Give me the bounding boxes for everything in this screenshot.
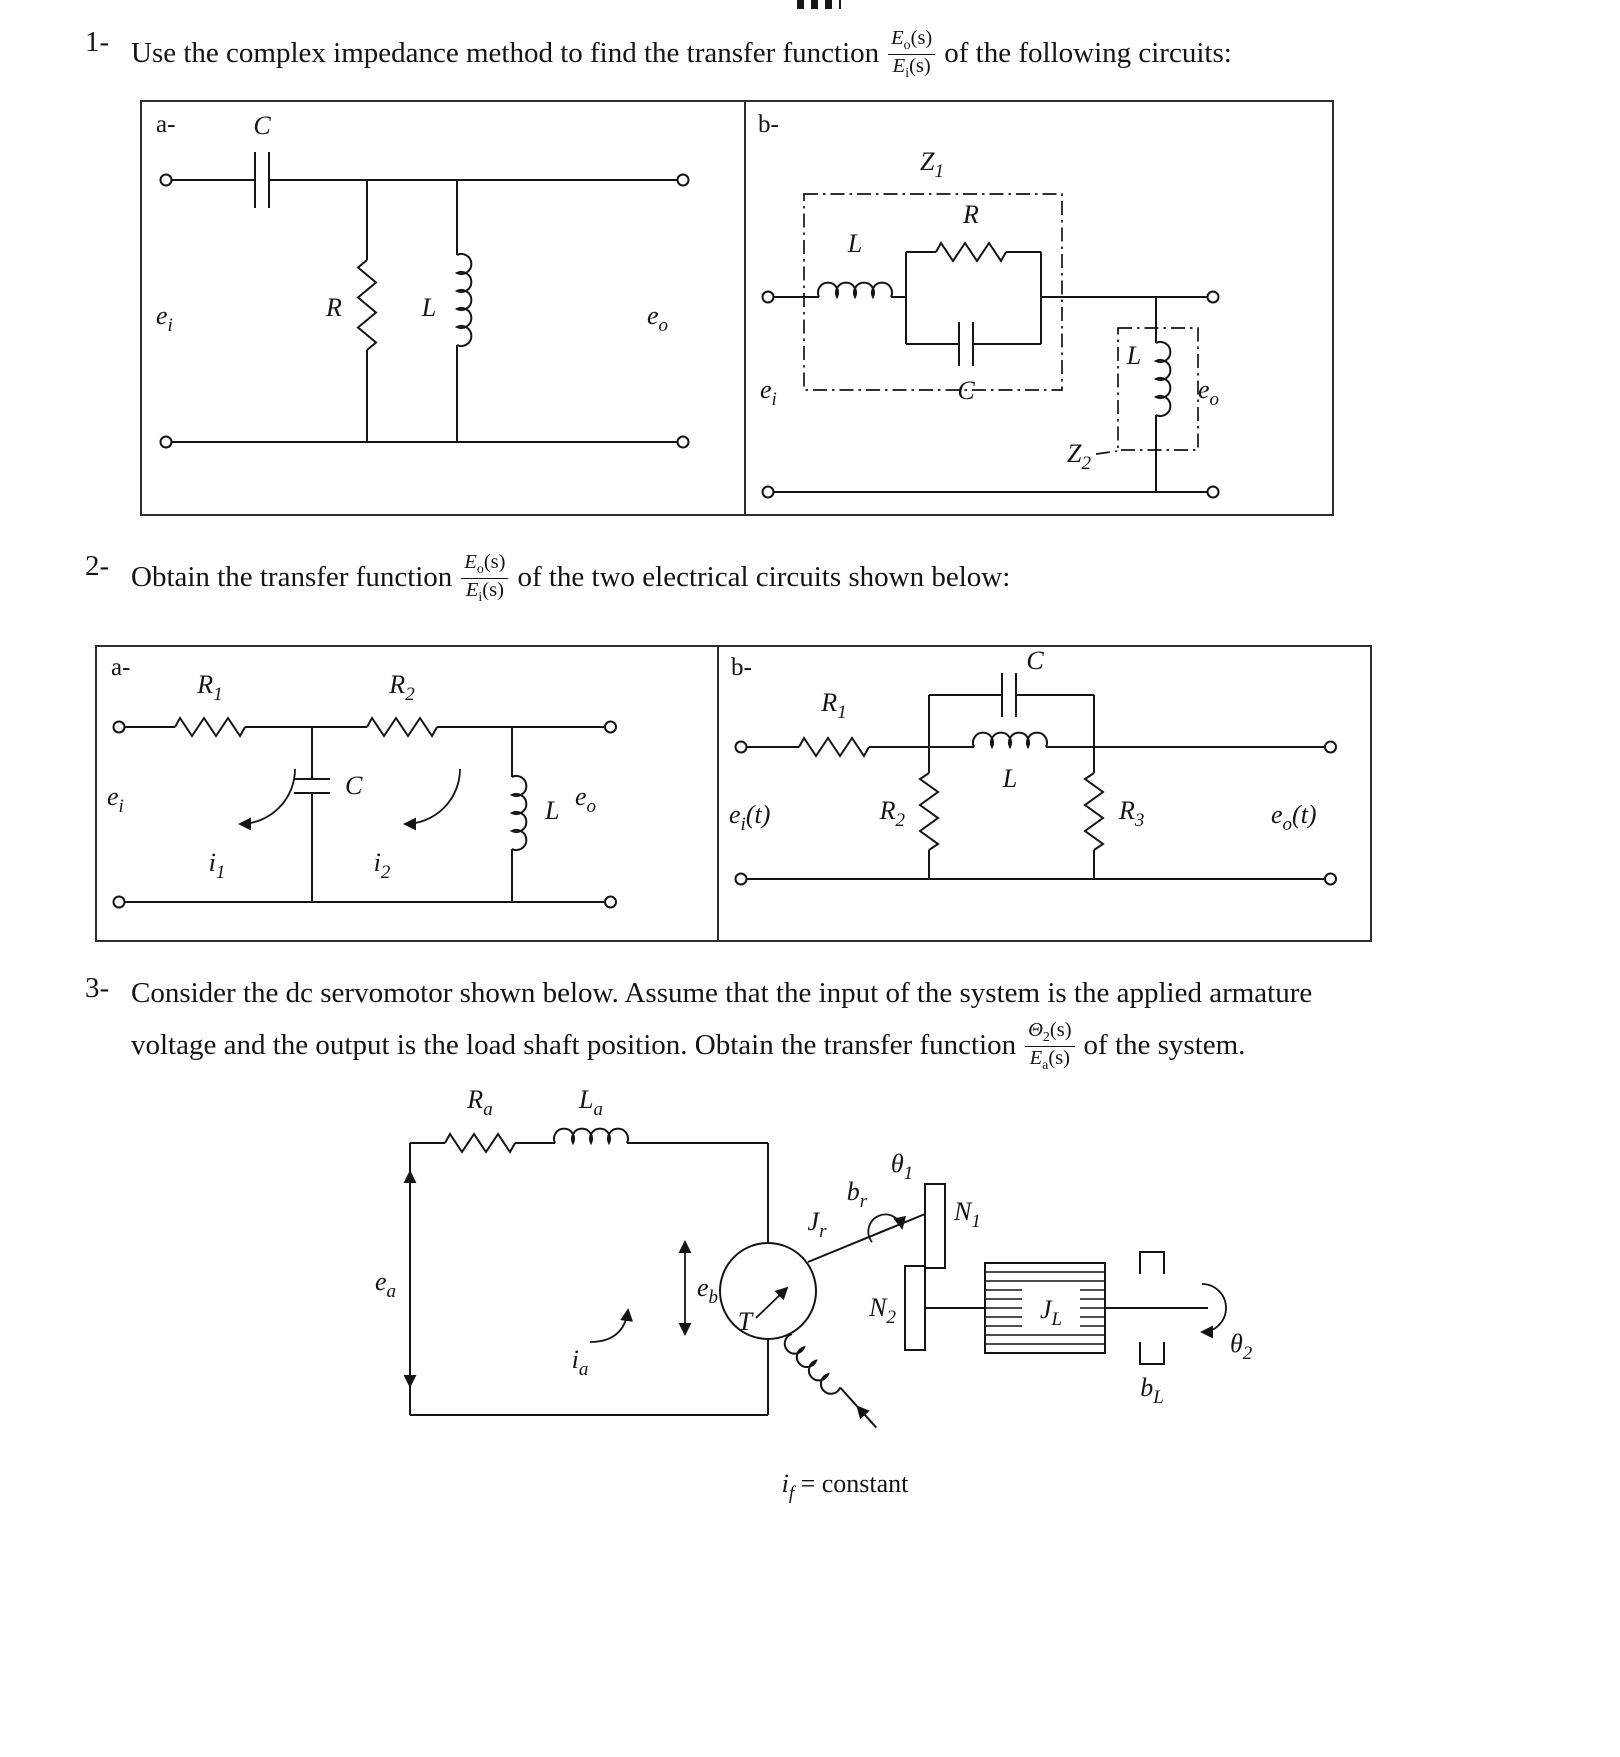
problem-3-line2-before: voltage and the output is the load shaft position. Obtain the transfer function xyxy=(131,1028,1017,1061)
resistor-Ra xyxy=(445,1134,515,1152)
resistor-R2 xyxy=(920,773,938,850)
loop-current-i1-label: $i_1$ xyxy=(208,848,226,883)
input-voltage-label: $e_i$ xyxy=(107,782,124,817)
output-voltage-label: $e_o$ xyxy=(575,782,597,817)
inductor-L-label: L xyxy=(1002,764,1018,793)
bearing-bL-label: $b_L$ xyxy=(1140,1373,1164,1408)
problem-3-line1: Consider the dc servomotor shown below. Assume that the input of the system is the applied armature xyxy=(131,977,1313,1009)
torque-T-label: T xyxy=(737,1307,753,1336)
resistor-R2-label: $R_2$ xyxy=(879,796,905,831)
transfer-function-fraction-1: $\frac{E_o(s)}{E_i(s)}$ xyxy=(888,27,935,81)
servomotor-diagram xyxy=(340,1078,1280,1548)
output-voltage-label: $e_o(t)$ xyxy=(1271,800,1317,835)
inductor-La xyxy=(554,1129,628,1143)
inductor-L1-label: L xyxy=(847,229,863,258)
panel-label-2b: b- xyxy=(731,654,752,681)
output-voltage-label: $e_o$ xyxy=(1198,375,1220,410)
impedance-Z2-label: $Z_2$ xyxy=(1067,439,1091,474)
wires xyxy=(125,727,606,902)
inductor-L2-label: L xyxy=(1126,341,1142,370)
field-current-constant-label: $i_f$ = constant xyxy=(781,1469,909,1504)
armature-current-ia-arrow xyxy=(590,1310,628,1342)
resistor-R3-label: $R_3$ xyxy=(1119,796,1145,831)
figure-1-frame xyxy=(140,100,1334,516)
circuit-1a xyxy=(142,102,744,514)
inductor-L xyxy=(973,733,1047,747)
figure-1b-panel xyxy=(744,102,1332,514)
armature-circuit-wires xyxy=(410,1143,768,1415)
resistor-R1-label: $R_1$ xyxy=(197,670,223,705)
z2-label-connector xyxy=(1096,451,1118,454)
gear-N1 xyxy=(925,1184,945,1268)
resistor-R3 xyxy=(1085,773,1103,850)
problem-3-line2-after: of the system. xyxy=(1083,1028,1246,1061)
capacitor-C xyxy=(1002,673,1016,717)
resistor-R1-label: $R_1$ xyxy=(821,688,847,723)
inductor-L xyxy=(512,776,526,850)
problem-2-heading xyxy=(85,550,1010,604)
inductor-L-label: L xyxy=(421,293,437,322)
problem-2-text-before: Obtain the transfer function xyxy=(131,560,453,593)
impedance-Z1-label: $Z_1$ xyxy=(920,147,944,182)
resistor-R2-label: $R_2$ xyxy=(389,670,415,705)
motor-armature-circle xyxy=(720,1243,816,1339)
page-top-crop-fragment xyxy=(797,0,841,9)
gear-N2-label: $N_2$ xyxy=(869,1293,896,1328)
input-voltage-label: $e_i$ xyxy=(760,375,777,410)
problem-3-number: 3- xyxy=(85,972,110,1004)
gear-N2 xyxy=(905,1266,925,1350)
problem-2-text-after: of the two electrical circuits shown below: xyxy=(517,560,1011,593)
panel-label-1b: b- xyxy=(758,111,779,138)
back-emf-eb-label: $e_b$ xyxy=(697,1273,719,1308)
gear-N1-label: $N_1$ xyxy=(954,1197,981,1232)
loop-current-i2-arrow xyxy=(405,769,460,824)
output-voltage-label: $e_o$ xyxy=(647,301,669,336)
transfer-function-fraction-2: $\frac{E_o(s)}{E_i(s)}$ xyxy=(461,551,508,605)
terminals xyxy=(114,722,617,908)
circuit-2b xyxy=(719,647,1368,940)
inductor-L2 xyxy=(1156,342,1170,416)
inductor-L1 xyxy=(818,283,892,297)
impedance-Z1-dashed-box xyxy=(804,194,1062,390)
terminals xyxy=(736,742,1337,885)
problem-1-text-after: of the following circuits: xyxy=(944,36,1232,69)
circuit-2a xyxy=(97,647,717,940)
applied-voltage-ea-label: $e_a$ xyxy=(374,1267,396,1302)
inductor-L xyxy=(457,254,471,346)
field-winding xyxy=(781,1333,877,1437)
figure-2a-panel xyxy=(97,647,717,940)
resistor-R xyxy=(936,243,1006,261)
capacitor-C-label: C xyxy=(957,376,975,405)
rotor-inertia-Jr-label: $J_r$ xyxy=(807,1207,827,1242)
inductor-L-label: L xyxy=(545,796,560,825)
resistor-Ra-label: $R_a$ xyxy=(467,1085,493,1120)
armature-current-ia-label: $i_a$ xyxy=(571,1345,589,1380)
terminals xyxy=(763,292,1219,498)
theta1-label: $\theta_1$ xyxy=(890,1149,914,1184)
resistor-R2 xyxy=(367,718,437,736)
input-voltage-label: $e_i$ xyxy=(156,301,173,336)
capacitor-C xyxy=(959,322,973,366)
resistor-R xyxy=(358,260,376,350)
transfer-function-fraction-3: $\frac{\Theta_2(s)}{E_a(s)}$ xyxy=(1025,1019,1074,1073)
load-inertia-JL-label: $J_L$ xyxy=(1039,1295,1063,1330)
loop-current-i1-arrow xyxy=(240,769,295,824)
capacitor-C-label: C xyxy=(345,771,363,800)
theta2-label: $\theta_2$ xyxy=(1230,1329,1253,1364)
wires xyxy=(774,252,1208,492)
resistor-R1 xyxy=(799,738,869,756)
figure-1a-panel xyxy=(142,102,744,514)
field-current-if-arrow xyxy=(858,1407,873,1423)
rotor-friction-br-label: $b_r$ xyxy=(846,1177,868,1212)
capacitor-C-label: C xyxy=(1026,647,1044,675)
capacitor-C-label: C xyxy=(253,111,271,140)
figure-2-frame xyxy=(95,645,1372,942)
capacitor-C xyxy=(255,152,269,208)
problem-1-number: 1- xyxy=(85,26,110,58)
resistor-R1 xyxy=(175,718,245,736)
capacitor-C xyxy=(294,779,330,793)
problem-1-text-before: Use the complex impedance method to find the transfer function xyxy=(131,36,880,69)
circuit-1b xyxy=(746,102,1332,514)
problem-2-number: 2- xyxy=(85,550,110,582)
problem-3-heading xyxy=(85,972,1312,1072)
panel-label-1a: a- xyxy=(156,111,176,138)
figure-2b-panel xyxy=(717,647,1368,940)
input-voltage-label: $e_i(t)$ xyxy=(729,800,771,835)
inductor-La-label: $L_a$ xyxy=(579,1085,603,1120)
loop-current-i2-label: $i_2$ xyxy=(373,848,391,883)
panel-label-2a: a- xyxy=(111,654,131,681)
wires xyxy=(747,695,1326,879)
problem-1-heading xyxy=(85,26,1232,80)
resistor-R-label: R xyxy=(963,200,979,229)
theta1-rotation-arrow xyxy=(868,1214,902,1242)
resistor-R-label: R xyxy=(326,293,342,322)
